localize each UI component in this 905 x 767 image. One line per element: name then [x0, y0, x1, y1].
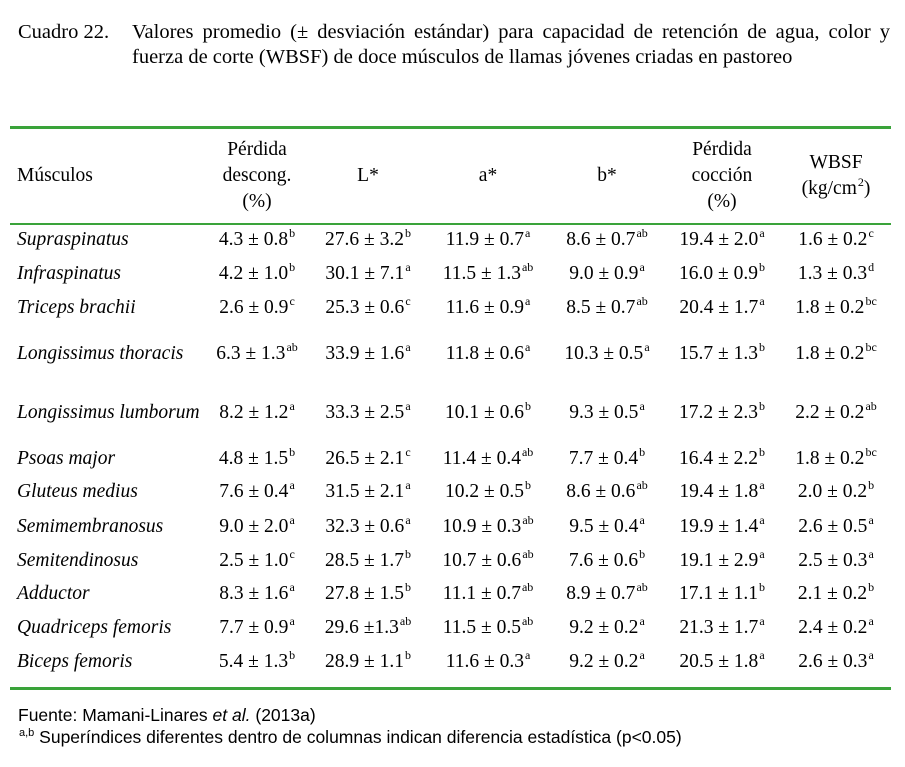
- cell-value: 1.3 ± 0.3: [797, 262, 868, 284]
- cell-value: 8.2 ± 1.2: [219, 401, 289, 423]
- muscle-name: Longissimus lumborum: [17, 401, 200, 423]
- cell-L: [311, 611, 425, 645]
- cell-value: 2.6 ± 0.3: [798, 651, 868, 672]
- header-musculos: Músculos: [17, 165, 93, 186]
- cell-value: 5.4 ± 1.3: [218, 651, 289, 672]
- cell-superscript: a: [868, 546, 874, 561]
- cell-wbsf: [781, 383, 891, 442]
- table-row: [10, 611, 891, 645]
- cell-value: 10.1 ± 0.6: [445, 401, 524, 423]
- cell-superscript: ab: [636, 580, 648, 594]
- cell-value: 27.8 ± 1.5: [325, 583, 404, 604]
- header-wbsf: [781, 129, 891, 223]
- cell-superscript: a: [639, 648, 645, 662]
- cell-value: 19.4 ± 1.8: [679, 481, 759, 502]
- cell-superscript: a: [289, 512, 295, 527]
- cell-superscript: a: [289, 580, 295, 594]
- cell-b: [551, 475, 663, 509]
- table-row: [10, 325, 891, 383]
- cell-value: 19.1 ± 2.9: [679, 549, 759, 571]
- cell-superscript: b: [758, 580, 765, 594]
- cell-value: 11.6 ± 0.9: [445, 297, 524, 318]
- cell-wbsf: [781, 256, 891, 291]
- muscle-name: Supraspinatus: [17, 228, 129, 250]
- cell-value: 27.6 ± 3.2: [325, 228, 404, 250]
- cell-L: [311, 383, 425, 442]
- cell-superscript: b: [289, 225, 296, 240]
- cell-superscript: a: [289, 478, 295, 492]
- cell-superscript: ab: [521, 580, 534, 594]
- cell-value: 20.4 ± 1.7: [679, 297, 759, 318]
- cell-b: [551, 325, 663, 383]
- cell-superscript: a: [639, 259, 645, 274]
- cell-perdida-coccion: [663, 325, 781, 383]
- cell-wbsf: [781, 509, 891, 544]
- header-line: descong.: [222, 165, 292, 186]
- cell-value: 10.2 ± 0.5: [445, 481, 524, 502]
- cell-perdida-coccion: [663, 442, 781, 475]
- cell-superscript: b: [289, 259, 296, 274]
- cell-superscript: a: [644, 340, 650, 354]
- table-row: [10, 544, 891, 577]
- header-unit-close: ): [863, 178, 871, 199]
- cell-value: 17.2 ± 2.3: [679, 401, 758, 423]
- bottom-rule: [10, 687, 891, 690]
- cell-value: 10.7 ± 0.6: [442, 549, 522, 571]
- cell-value: 2.1 ± 0.2: [797, 583, 868, 604]
- cell-value: 8.6 ± 0.6: [566, 481, 636, 502]
- header-b: b*: [597, 165, 617, 186]
- cell-superscript: ab: [865, 398, 877, 413]
- muscle-name: Triceps brachii: [17, 297, 136, 318]
- cell-superscript: a: [524, 225, 531, 240]
- cell-value: 9.3 ± 0.5: [569, 401, 639, 423]
- cell-value: 9.5 ± 0.4: [569, 515, 639, 537]
- footnote-text: Superíndices diferentes dentro de columnas indican diferencia estadística (p<0.05): [34, 727, 682, 747]
- cell-value: 28.9 ± 1.1: [325, 651, 404, 672]
- cell-superscript: c: [405, 294, 411, 308]
- cell-value: 26.5 ± 2.1: [325, 447, 405, 469]
- cell-superscript: bc: [865, 294, 877, 308]
- cell-value: 2.2 ± 0.2: [795, 401, 865, 423]
- cell-superscript: a: [759, 225, 765, 240]
- cell-value: 4.8 ± 1.5: [218, 447, 289, 469]
- table-row: [10, 442, 891, 475]
- cell-value: 20.5 ± 1.8: [679, 651, 759, 672]
- cell-superscript: b: [758, 398, 765, 413]
- cell-value: 2.6 ± 0.9: [219, 297, 289, 318]
- cell-value: 29.6 ±1.3: [324, 617, 399, 638]
- cell-perdida-descong: [203, 291, 311, 325]
- cell-perdida-descong: [203, 509, 311, 544]
- cell-perdida-descong: [203, 442, 311, 475]
- cell-superscript: a: [639, 614, 645, 628]
- cell-superscript: ab: [286, 340, 298, 354]
- cell-superscript: a: [759, 294, 765, 308]
- cell-superscript: ab: [521, 614, 534, 628]
- cell-wbsf: [781, 577, 891, 611]
- cell-superscript: b: [404, 648, 411, 662]
- table-row: [10, 256, 891, 291]
- cell-superscript: b: [868, 580, 875, 594]
- cell-value: 8.9 ± 0.7: [566, 583, 636, 604]
- cell-value: 25.3 ± 0.6: [325, 297, 405, 318]
- table-row: [10, 509, 891, 544]
- table-row: [10, 475, 891, 509]
- cell-superscript: c: [868, 225, 874, 240]
- cell-a: [425, 577, 551, 611]
- cell-value: 1.6 ± 0.2: [798, 228, 868, 250]
- cell-value: 11.6 ± 0.3: [445, 651, 524, 672]
- cell-L: [311, 544, 425, 577]
- cell-value: 1.8 ± 0.2: [795, 343, 865, 364]
- cell-superscript: a: [868, 648, 874, 662]
- cell-L: [311, 475, 425, 509]
- cell-perdida-coccion: [663, 509, 781, 544]
- cell-superscript: b: [758, 259, 765, 274]
- cell-a: [425, 645, 551, 679]
- caption-label: Cuadro 22.: [18, 21, 110, 43]
- cell-wbsf: [781, 475, 891, 509]
- cell-wbsf: [781, 325, 891, 383]
- cell-superscript: b: [524, 478, 531, 492]
- cell-value: 8.5 ± 0.7: [566, 297, 636, 318]
- cell-wbsf: [781, 645, 891, 679]
- header-line: WBSF: [809, 152, 863, 173]
- header-L: L*: [357, 165, 379, 186]
- cell-b: [551, 291, 663, 325]
- cell-value: 4.2 ± 1.0: [218, 262, 289, 284]
- source-prefix: Fuente: Mamani-Linares: [18, 705, 213, 725]
- cell-superscript: a: [868, 512, 874, 527]
- cell-superscript: a: [759, 478, 765, 492]
- cell-superscript: b: [289, 648, 296, 662]
- caption-text: Valores promedio (± desviación estándar) para capacidad de retención de agua, color y fuerza de corte (WBSF) de doce músculos de llamas jóvenes criadas en pastoreo: [132, 21, 890, 68]
- cell-b: [551, 256, 663, 291]
- header-line: cocción: [691, 165, 753, 186]
- cell-perdida-coccion: [663, 223, 781, 256]
- cell-value: 31.5 ± 2.1: [325, 481, 405, 502]
- cell-superscript: c: [289, 294, 295, 308]
- cell-superscript: a: [289, 614, 295, 628]
- cell-superscript: c: [289, 546, 295, 561]
- header-line: (%): [707, 191, 737, 212]
- cell-value: 11.8 ± 0.6: [445, 343, 524, 364]
- cell-value: 9.0 ± 0.9: [569, 262, 639, 284]
- cell-superscript: a: [405, 340, 411, 354]
- cell-value: 2.5 ± 0.3: [798, 549, 868, 571]
- cell-value: 10.9 ± 0.3: [442, 515, 522, 537]
- cell-b: [551, 223, 663, 256]
- header-line: Pérdida: [227, 139, 287, 160]
- cell-superscript: b: [404, 546, 411, 561]
- cell-wbsf: [781, 544, 891, 577]
- cell-superscript: b: [639, 546, 646, 561]
- cell-perdida-coccion: [663, 611, 781, 645]
- cell-value: 1.8 ± 0.2: [795, 447, 865, 469]
- cell-value: 32.3 ± 0.6: [325, 515, 405, 537]
- cell-value: 17.1 ± 1.1: [679, 583, 758, 604]
- cell-a: [425, 544, 551, 577]
- table-row: [10, 645, 891, 679]
- cell-value: 7.6 ± 0.4: [219, 481, 289, 502]
- cell-superscript: b: [868, 478, 875, 492]
- cell-perdida-descong: [203, 223, 311, 256]
- table-row: [10, 223, 891, 256]
- cell-perdida-descong: [203, 383, 311, 442]
- header-line: (%): [242, 191, 272, 212]
- cell-superscript: ab: [399, 614, 412, 628]
- muscle-name: Semitendinosus: [17, 549, 139, 571]
- cell-perdida-descong: [203, 611, 311, 645]
- cell-superscript: bc: [865, 340, 877, 354]
- cell-perdida-coccion: [663, 291, 781, 325]
- cell-value: 30.1 ± 7.1: [325, 262, 405, 284]
- cell-superscript: ab: [522, 546, 534, 561]
- cell-value: 11.5 ± 0.5: [442, 617, 521, 638]
- muscle-name: Gluteus medius: [17, 481, 138, 502]
- cell-value: 11.5 ± 1.3: [442, 262, 521, 284]
- cell-a: [425, 291, 551, 325]
- cell-superscript: b: [404, 225, 411, 240]
- cell-perdida-descong: [203, 475, 311, 509]
- cell-b: [551, 544, 663, 577]
- cell-perdida-descong: [203, 325, 311, 383]
- cell-perdida-coccion: [663, 577, 781, 611]
- table-row: [10, 291, 891, 325]
- cell-perdida-descong: [203, 577, 311, 611]
- cell-superscript: ab: [522, 512, 534, 527]
- cell-value: 7.7 ± 0.4: [568, 447, 639, 469]
- cell-superscript: a: [639, 512, 645, 527]
- cell-value: 33.9 ± 1.6: [325, 343, 405, 364]
- cell-a: [425, 475, 551, 509]
- cell-a: [425, 256, 551, 291]
- table-row: [10, 577, 891, 611]
- cell-superscript: b: [758, 340, 765, 354]
- cell-b: [551, 611, 663, 645]
- cell-b: [551, 577, 663, 611]
- cell-value: 28.5 ± 1.7: [325, 549, 404, 571]
- cell-superscript: a: [868, 614, 874, 628]
- source-etal: et al.: [212, 705, 251, 725]
- cell-superscript: a: [405, 398, 411, 413]
- cell-b: [551, 383, 663, 442]
- cell-superscript: b: [639, 444, 646, 459]
- source-footnote: [18, 705, 316, 725]
- cell-a: [425, 509, 551, 544]
- cell-superscript: bc: [865, 444, 877, 459]
- cell-perdida-coccion: [663, 645, 781, 679]
- muscle-name: Longissimus thoracis: [17, 343, 184, 364]
- cell-superscript: b: [404, 580, 411, 594]
- source-suffix: (2013a): [250, 705, 316, 725]
- table-caption: [18, 20, 890, 70]
- cell-superscript: a: [524, 340, 531, 354]
- cell-L: [311, 645, 425, 679]
- cell-superscript: ab: [521, 444, 534, 459]
- cell-a: [425, 223, 551, 256]
- muscle-name: Semimembranosus: [17, 515, 164, 537]
- cell-a: [425, 442, 551, 475]
- cell-superscript: a: [639, 398, 645, 413]
- cell-superscript: ab: [636, 225, 648, 240]
- cell-superscript: a: [289, 398, 295, 413]
- header-line: Pérdida: [692, 139, 752, 160]
- cell-superscript: a: [524, 294, 531, 308]
- cell-value: 16.0 ± 0.9: [679, 262, 758, 284]
- cell-a: [425, 383, 551, 442]
- cell-superscript: a: [405, 512, 411, 527]
- cell-value: 4.3 ± 0.8: [218, 228, 289, 250]
- cell-value: 9.0 ± 2.0: [219, 515, 289, 537]
- cell-wbsf: [781, 291, 891, 325]
- header-a: a*: [478, 165, 498, 186]
- cell-L: [311, 325, 425, 383]
- cell-b: [551, 442, 663, 475]
- cell-value: 10.3 ± 0.5: [564, 343, 644, 364]
- cell-value: 19.4 ± 2.0: [679, 228, 759, 250]
- cell-superscript: a: [405, 259, 411, 274]
- cell-perdida-descong: [203, 544, 311, 577]
- cell-value: 7.6 ± 0.6: [568, 549, 639, 571]
- cell-value: 11.4 ± 0.4: [442, 447, 521, 469]
- cell-value: 2.0 ± 0.2: [797, 481, 868, 502]
- cell-value: 7.7 ± 0.9: [219, 617, 289, 638]
- cell-a: [425, 325, 551, 383]
- table-row: [10, 383, 891, 442]
- cell-L: [311, 256, 425, 291]
- cell-superscript: a: [405, 478, 411, 492]
- cell-value: 9.2 ± 0.2: [569, 617, 639, 638]
- cell-b: [551, 509, 663, 544]
- cell-superscript: a: [759, 614, 765, 628]
- muscle-name: Psoas major: [17, 447, 116, 469]
- muscle-name: Infraspinatus: [17, 262, 122, 284]
- cell-superscript: a: [759, 648, 765, 662]
- cell-value: 6.3 ± 1.3: [216, 343, 286, 364]
- cell-value: 11.9 ± 0.7: [445, 228, 524, 250]
- header-row: [10, 129, 891, 223]
- cell-superscript: d: [868, 259, 875, 274]
- cell-perdida-coccion: [663, 544, 781, 577]
- header-line: [781, 176, 891, 202]
- header-unit: (kg/cm: [801, 178, 857, 199]
- cell-value: 19.9 ± 1.4: [679, 515, 759, 537]
- cell-value: 11.1 ± 0.7: [442, 583, 521, 604]
- cell-perdida-coccion: [663, 383, 781, 442]
- cell-L: [311, 223, 425, 256]
- cell-value: 16.4 ± 2.2: [679, 447, 758, 469]
- cell-L: [311, 509, 425, 544]
- cell-value: 2.6 ± 0.5: [798, 515, 868, 537]
- significance-footnote: [18, 727, 682, 747]
- cell-value: 1.8 ± 0.2: [795, 297, 865, 318]
- cell-superscript: b: [758, 444, 765, 459]
- cell-value: 2.5 ± 1.0: [219, 549, 289, 571]
- cell-value: 33.3 ± 2.5: [325, 401, 405, 423]
- header-perdida-coccion: [663, 129, 781, 223]
- cell-superscript: a: [759, 512, 765, 527]
- header-unit-exponent: 2: [857, 175, 864, 189]
- muscle-name: Adductor: [17, 583, 90, 604]
- cell-L: [311, 442, 425, 475]
- cell-value: 8.6 ± 0.7: [566, 228, 636, 250]
- cell-L: [311, 577, 425, 611]
- cell-value: 21.3 ± 1.7: [679, 617, 759, 638]
- cell-value: 15.7 ± 1.3: [679, 343, 758, 364]
- cell-superscript: c: [405, 444, 411, 459]
- cell-value: 8.3 ± 1.6: [219, 583, 289, 604]
- cell-perdida-descong: [203, 645, 311, 679]
- cell-superscript: a: [524, 648, 531, 662]
- cell-value: 9.2 ± 0.2: [569, 651, 639, 672]
- cell-superscript: ab: [636, 294, 648, 308]
- cell-superscript: ab: [521, 259, 534, 274]
- cell-perdida-coccion: [663, 475, 781, 509]
- header-perdida-descong: [203, 129, 311, 223]
- cell-wbsf: [781, 442, 891, 475]
- cell-perdida-descong: [203, 256, 311, 291]
- cell-superscript: b: [524, 398, 531, 413]
- muscle-name: Quadriceps femoris: [17, 617, 172, 638]
- cell-L: [311, 291, 425, 325]
- cell-superscript: ab: [636, 478, 648, 492]
- cell-wbsf: [781, 223, 891, 256]
- cell-value: 2.4 ± 0.2: [798, 617, 868, 638]
- cell-b: [551, 645, 663, 679]
- footnote-superscript: a,b: [19, 727, 35, 739]
- cell-superscript: b: [289, 444, 296, 459]
- cell-wbsf: [781, 611, 891, 645]
- data-table: [10, 129, 891, 679]
- cell-a: [425, 611, 551, 645]
- muscle-name: Biceps femoris: [17, 651, 133, 672]
- cell-perdida-coccion: [663, 256, 781, 291]
- cell-superscript: a: [759, 546, 765, 561]
